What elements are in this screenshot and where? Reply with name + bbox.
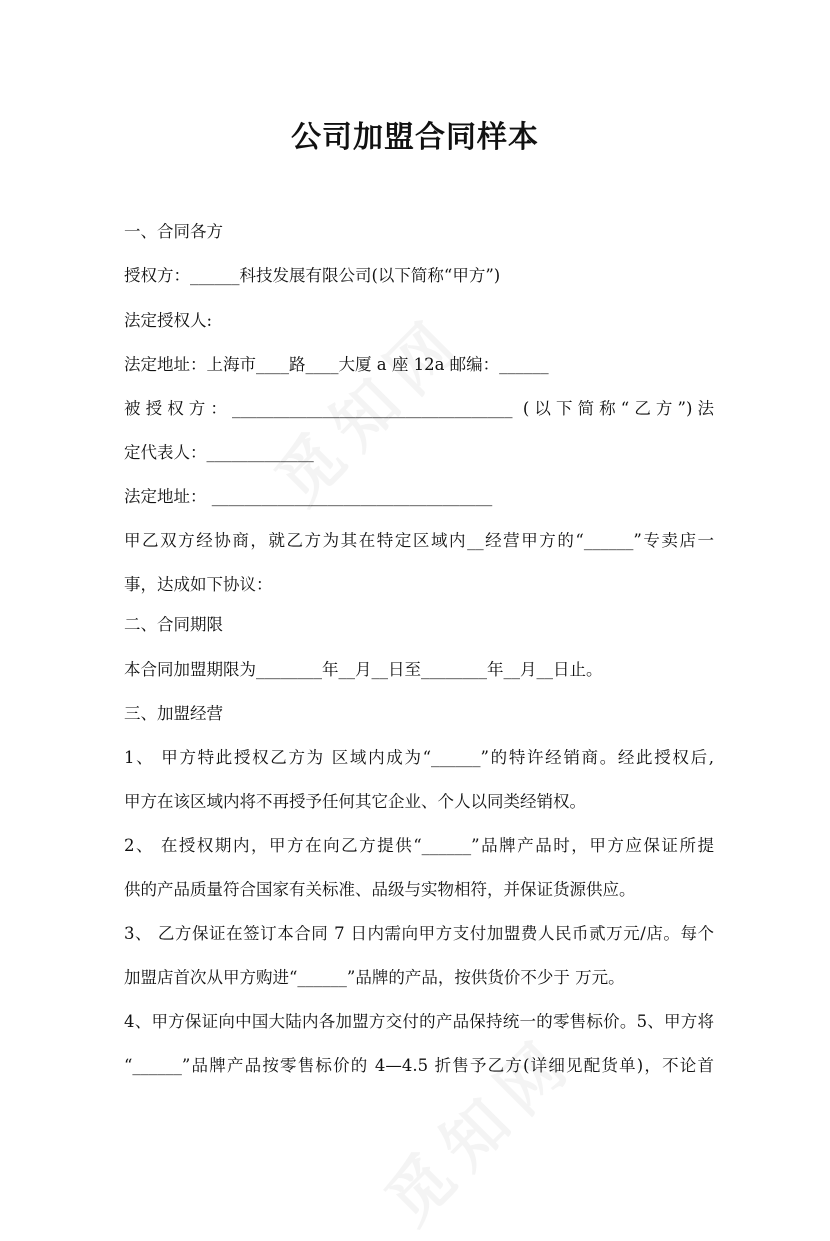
paragraph-line: 甲乙双方经协商，就乙方为其在特定区域内__经营甲方的“______”专卖店一 (124, 531, 714, 550)
paragraph-line: 供的产品质量符合国家有关标准、品级与实物相符，并保证货源供应。 (124, 880, 636, 899)
paragraph-line: 事，达成如下协议： (124, 575, 273, 594)
paragraph-line: 法定地址：上海市____路____大厦 a 座 12a 邮编：______ (124, 355, 549, 374)
paragraph-line: 1、 甲方特此授权乙方为 区域内成为“______”的特许经销商。经此授权后, (124, 748, 714, 767)
paragraph-line: 2、 在授权期内，甲方在向乙方提供“______”品牌产品时，甲方应保证所提 (124, 836, 714, 855)
paragraph-line: “______”品牌产品按零售标价的 4—4.5 折售予乙方(详细见配货单)，不论首 (124, 1056, 714, 1075)
paragraph-line: 本合同加盟期限为________年__月__日至________年__月__日止。 (124, 660, 603, 679)
paragraph-line: 法定地址： __________________________________ (124, 487, 493, 506)
paragraph-line: 甲方在该区域内将不再授予任何其它企业、个人以同类经销权。 (124, 792, 586, 811)
paragraph-line: 3、 乙方保证在签订本合同 7 日内需向甲方支付加盟费人民币贰万元/店。每个 (124, 924, 714, 943)
paragraph-line: 被授权方：__________________________________ (以下简称“乙方”)法 (124, 399, 714, 418)
paragraph-line: 法定授权人: (124, 311, 213, 330)
paragraph-line: 授权方：______科技发展有限公司(以下简称“甲方”) (124, 266, 501, 285)
section-heading: 二、合同期限 (124, 615, 223, 634)
paragraph-line: 加盟店首次从甲方购进“______”品牌的产品，按供货价不少于 万元。 (124, 968, 625, 987)
watermark-lower (362, 1011, 593, 1241)
paragraph-line: 4、甲方保证向中国大陆内各加盟方交付的产品保持统一的零售标价。5、甲方将 (124, 1012, 714, 1031)
section-heading: 一、合同各方 (124, 222, 223, 241)
document-title: 公司加盟合同样本 (291, 120, 539, 155)
section-heading: 三、加盟经营 (124, 704, 223, 723)
paragraph-line: 定代表人：_____________ (124, 443, 314, 462)
